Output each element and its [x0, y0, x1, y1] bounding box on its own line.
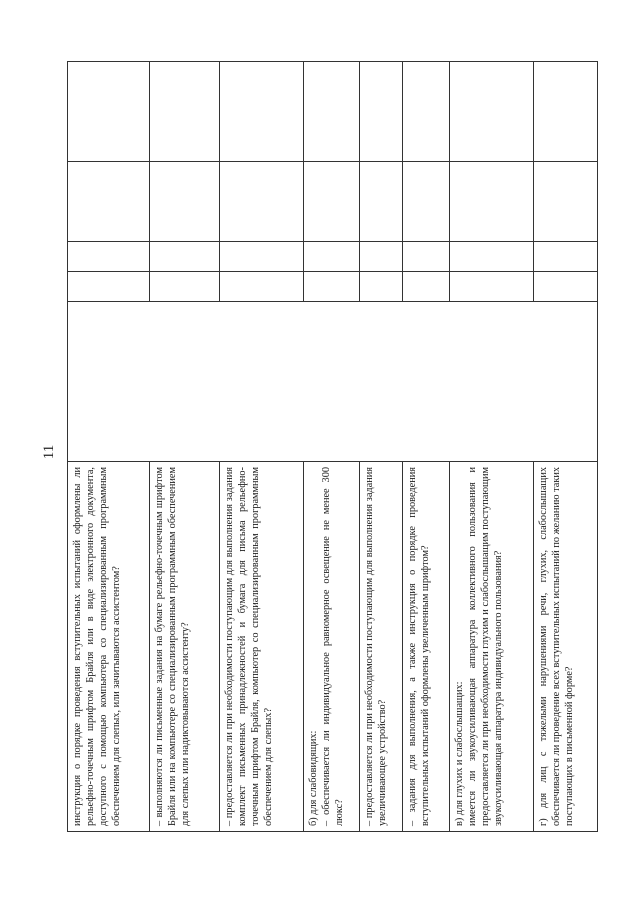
empty-cell — [150, 272, 220, 302]
empty-cell — [403, 242, 450, 272]
criterion-subheading: б) для слабовидящих: — [308, 730, 319, 826]
empty-cell — [220, 162, 304, 242]
empty-cell — [68, 242, 150, 272]
merged-empty-cell — [68, 302, 598, 462]
empty-cell — [68, 162, 150, 242]
criterion-cell — [220, 462, 304, 832]
empty-cell — [360, 62, 403, 162]
empty-cell — [150, 162, 220, 242]
empty-cell — [403, 272, 450, 302]
empty-cell — [534, 242, 598, 272]
criterion-cell — [304, 462, 360, 832]
empty-cell — [150, 242, 220, 272]
criterion-cell — [450, 462, 534, 832]
empty-cell — [68, 62, 150, 162]
empty-cell — [150, 62, 220, 162]
table-row — [68, 62, 150, 832]
empty-cell — [304, 162, 360, 242]
criterion-text: – предоставляется ли при необходимости поступающим для выполнения задания комплект письменных принадлежностей и бумага для письма рельефно-точечным шрифтом Брайля, компьютер со специализированным программным обеспечением для слепых? — [224, 467, 274, 826]
empty-cell — [403, 162, 450, 242]
criterion-text: – задания для выполнения, а также инструкция о порядке проведения вступительных испытаний оформлены увеличенным шрифтом? — [407, 467, 431, 826]
criterion-cell — [360, 462, 403, 832]
empty-cell — [403, 62, 450, 162]
criterion-cell — [403, 462, 450, 832]
empty-cell — [450, 62, 534, 162]
empty-cell — [450, 162, 534, 242]
empty-cell — [220, 272, 304, 302]
empty-cell — [450, 242, 534, 272]
criterion-text: – предоставляется ли при необходимости поступающим для выполнения задания увеличивающее устройство? — [364, 467, 388, 826]
empty-cell — [304, 242, 360, 272]
empty-cell — [360, 242, 403, 272]
criterion-cell — [68, 462, 150, 832]
empty-cell — [534, 62, 598, 162]
criterion-text: – выполняются ли письменные задания на бумаге рельефно-точечным шрифтом Брайля или на компьютере со специализированным программным обеспечением для слепых или надиктовываются ассистенту? — [154, 467, 191, 826]
checklist-table — [67, 61, 598, 832]
empty-cell — [534, 162, 598, 242]
rotated-table-container — [67, 62, 597, 832]
page-number: 11 — [40, 444, 57, 460]
criterion-cell — [534, 462, 598, 832]
empty-cell — [360, 272, 403, 302]
empty-cell — [534, 272, 598, 302]
criterion-text: инструкция о порядке проведения вступительных испытаний оформлены ли рельефно-точечным шрифтом Брайля или в виде электронного документа, доступного с помощью компьютера со специализированным программным обеспечением для слепых, или зачитываются ассистентом? — [72, 467, 122, 826]
empty-cell — [304, 62, 360, 162]
empty-cell — [304, 272, 360, 302]
empty-cell — [220, 62, 304, 162]
criterion-text: г) для лиц с тяжелыми нарушениями речи, глухих, слабослышащих обеспечивается ли проведение всех вступительных испытаний по желанию таких поступающих в письменной форме? — [538, 467, 575, 826]
empty-cell — [360, 162, 403, 242]
empty-cell — [450, 272, 534, 302]
empty-cell — [68, 272, 150, 302]
criterion-subheading: в) для глухих и слабослышащих: — [454, 681, 465, 826]
criterion-text: имеется ли звукоусиливающая аппаратура коллективного пользования и предоставляется ли при необходимости глухим и слабослышащим поступающим звукоусиливающая аппаратура индивидуального пользования? — [467, 467, 504, 826]
criterion-cell — [150, 462, 220, 832]
checklist-table-wrapper — [67, 62, 597, 832]
empty-cell — [220, 242, 304, 272]
criterion-text: – обеспечивается ли индивидуальное равномерное освещение не менее 300 люкс? — [321, 467, 345, 826]
